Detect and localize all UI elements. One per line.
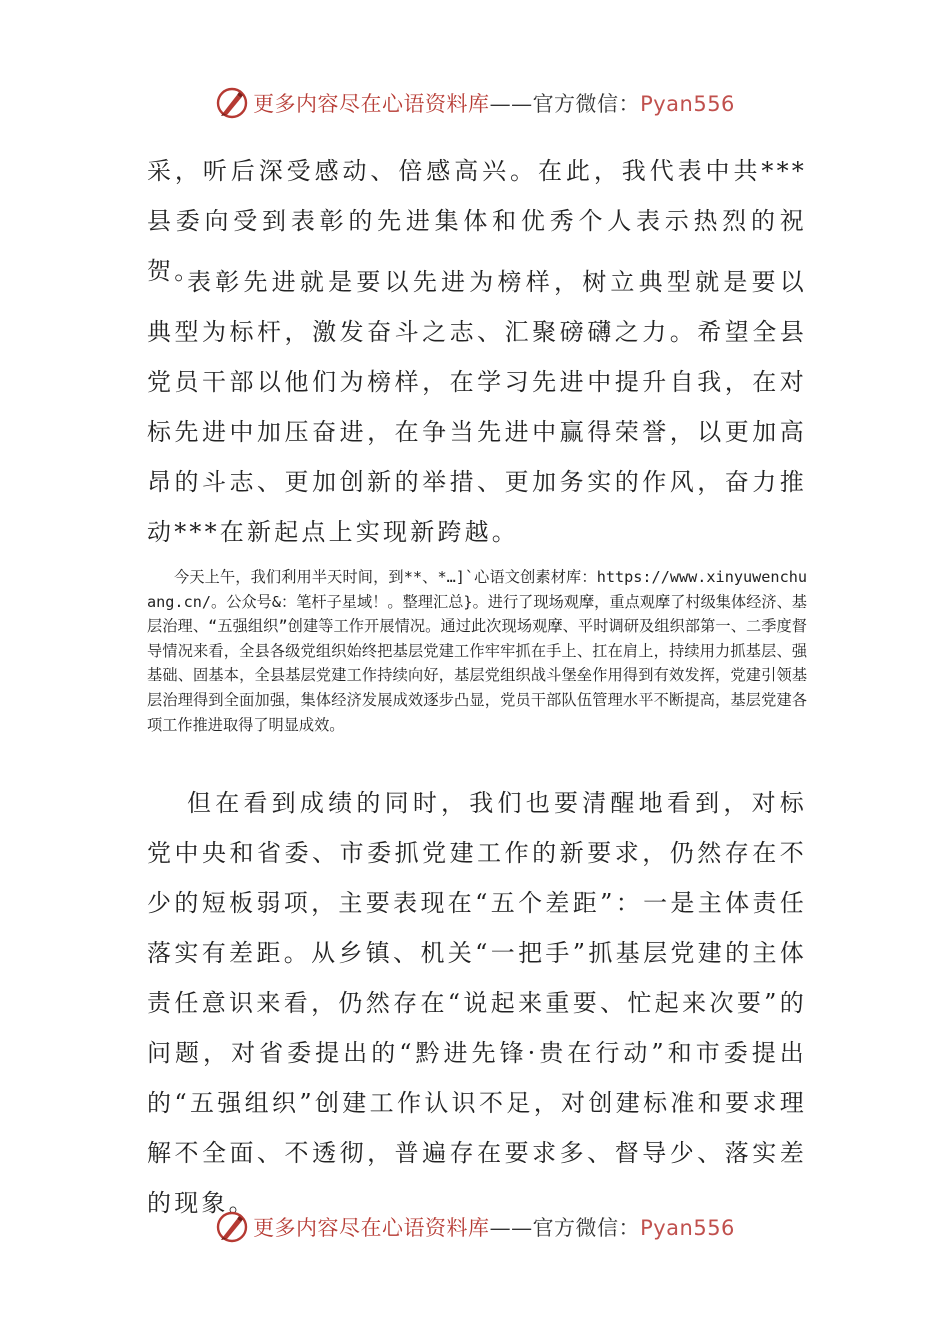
banner-separator: ——	[489, 92, 533, 116]
paragraph-1: 采，听后深受感动、倍感高兴。在此，我代表中共***县委向受到表彰的先进集体和优秀个人表示热烈的祝贺。	[147, 157, 807, 285]
footer-banner	[0, 1202, 950, 1252]
paragraph-3-small: 今天上午，我们利用半天时间，到**、*…]`心语文创素材库：https://www.xinyuwenchuang.cn/。公众号&：笔杆子星域！。整理汇总}。进行了现场观摩，重点观摩了村级集体经济、基层治理、“五强组织”创建等工作开展情况。通过此次现场观摩、平时调研及组织部第一、二季度督导情况来看，全县各级党组织始终把基层党建工作牢牢抓在手上、扛在肩上，持续用力抓基层、强基础、固基本，全县基层党建工作持续向好，基层党组织战斗堡垒作用得到有效发挥，党建引领基层治理得到全面加强，集体经济发展成效逐步凸显，党员干部队伍管理水平不断提高，基层党建各项工作推进取得了明显成效。	[147, 568, 807, 734]
paragraph-4: 但在看到成绩的同时，我们也要清醒地看到，对标党中央和省委、市委抓党建工作的新要求，仍然存在不少的短板弱项，主要表现在“五个差距”：一是主体责任落实有差距。从乡镇、机关“一把手”抓基层党建的主体责任意识来看，仍然存在“说起来重要、忙起来次要”的问题，对省委提出的“黔进先锋·贵在行动”和市委提出的“五强组织”创建工作认识不足，对创建标准和要求理解不全面、不透彻，普遍存在要求多、督导少、落实差的现象。	[147, 789, 807, 1217]
banner-text	[253, 1212, 735, 1242]
banner-title: 更多内容尽在心语资料库	[253, 92, 490, 116]
banner-text	[253, 88, 735, 118]
header-banner	[0, 78, 950, 128]
pen-logo-icon	[215, 1210, 249, 1244]
banner-label: 官方微信：	[532, 1216, 641, 1240]
banner-title: 更多内容尽在心语资料库	[253, 1216, 490, 1240]
banner-label: 官方微信：	[532, 92, 641, 116]
pen-logo-icon	[215, 86, 249, 120]
paragraph-2: 表彰先进就是要以先进为榜样，树立典型就是要以典型为标杆，激发奋斗之志、汇聚磅礴之力。希望全县党员干部以他们为榜样，在学习先进中提升自我，在对标先进中加压奋进，在争当先进中赢得荣誉，以更加高昂的斗志、更加创新的举措、更加务实的作风，奋力推动***在新起点上实现新跨越。	[147, 268, 807, 546]
banner-wechat-id: Pyan556	[640, 92, 735, 116]
banner-separator: ——	[489, 1216, 533, 1240]
banner-wechat-id: Pyan556	[640, 1216, 735, 1240]
